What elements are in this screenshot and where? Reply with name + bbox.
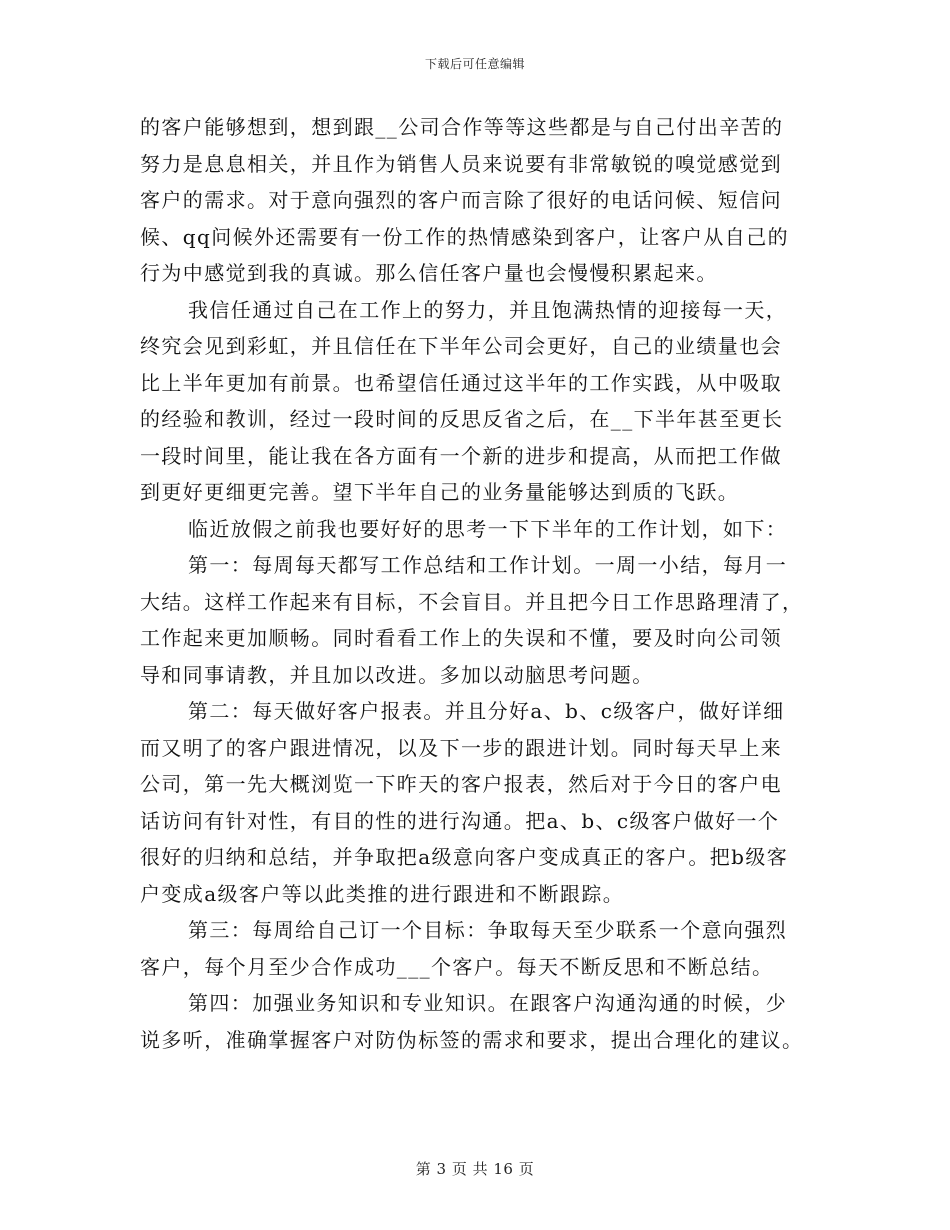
text-line: 很好的归纳和总结，并争取把a级意向客户变成真正的客户。把b级客 bbox=[140, 845, 789, 869]
text-line: 的经验和教训，经过一段时间的反思反省之后，在__下半年甚至更长 bbox=[140, 407, 784, 431]
text-line: 客户，每个月至少合作成功___个客户。每天不断反思和不断总结。 bbox=[140, 954, 774, 979]
text-line: 一段时间里，能让我在各方面有一个新的进步和提高，从而把工作做 bbox=[140, 443, 782, 468]
text-line: 行为中感觉到我的真诚。那么信任客户量也会慢慢积累起来。 bbox=[140, 261, 718, 285]
text-line: 话访问有针对性，有目的性的进行沟通。把a、b、c级客户做好一个 bbox=[140, 808, 780, 833]
page-header-note: 下载后可任意编辑 bbox=[424, 57, 525, 71]
text-line: 第四：加强业务知识和专业知识。在跟客户沟通沟通的时候，少 bbox=[188, 991, 788, 1015]
text-line: 临近放假之前我也要好好的思考一下下半年的工作计划，如下： bbox=[188, 516, 788, 541]
text-line: 比上半年更加有前景。也希望信任通过这半年的工作实践，从中吸取 bbox=[140, 370, 782, 395]
page-number: 第 3 页 共 16 页 bbox=[415, 1160, 535, 1178]
text-line: 大结。这样工作起来有目标，不会盲目。并且把今日工作思路理清了， bbox=[140, 589, 804, 614]
text-line: 第三：每周给自己订一个目标：争取每天至少联系一个意向强烈 bbox=[188, 918, 788, 942]
text-line: 户变成a级客户等以此类推的进行跟进和不断跟踪。 bbox=[140, 881, 625, 906]
text-line: 我信任通过自己在工作上的努力，并且饱满热情的迎接每一天， bbox=[188, 297, 788, 322]
text-line: 导和同事请教，并且加以改进。多加以动脑思考问题。 bbox=[140, 662, 654, 687]
document-body bbox=[140, 109, 810, 1058]
text-line: 而又明了的客户跟进情况，以及下一步的跟进计划。同时每天早上来 bbox=[140, 735, 782, 760]
text-line: 客户的需求。对于意向强烈的客户而言除了很好的电话问候、短信问 bbox=[140, 188, 782, 212]
text-line: 努力是息息相关，并且作为销售人员来说要有非常敏锐的嗅觉感觉到 bbox=[140, 151, 782, 176]
text-line: 公司，第一先大概浏览一下昨天的客户报表，然后对于今日的客户电 bbox=[140, 772, 782, 796]
text-line: 到更好更细更完善。望下半年自己的业务量能够达到质的飞跃。 bbox=[140, 480, 740, 504]
text-line: 终究会见到彩虹，并且信任在下半年公司会更好，自己的业绩量也会 bbox=[140, 334, 782, 358]
text-line: 候、qq问候外还需要有一份工作的热情感染到客户，让客户从自己的 bbox=[140, 224, 790, 249]
text-line: 说多听，准确掌握客户对防伪标签的需求和要求，提出合理化的建议。 bbox=[140, 1027, 804, 1052]
text-line: 第一：每周每天都写工作总结和工作计划。一周一小结，每月一 bbox=[188, 553, 788, 577]
text-line: 的客户能够想到，想到跟__公司合作等等这些都是与自己付出辛苦的 bbox=[140, 115, 784, 139]
text-line: 工作起来更加顺畅。同时看看工作上的失误和不懂，要及时向公司领 bbox=[140, 626, 782, 650]
text-line: 第二：每天做好客户报表。并且分好a、b、c级客户，做好详细 bbox=[188, 699, 785, 723]
